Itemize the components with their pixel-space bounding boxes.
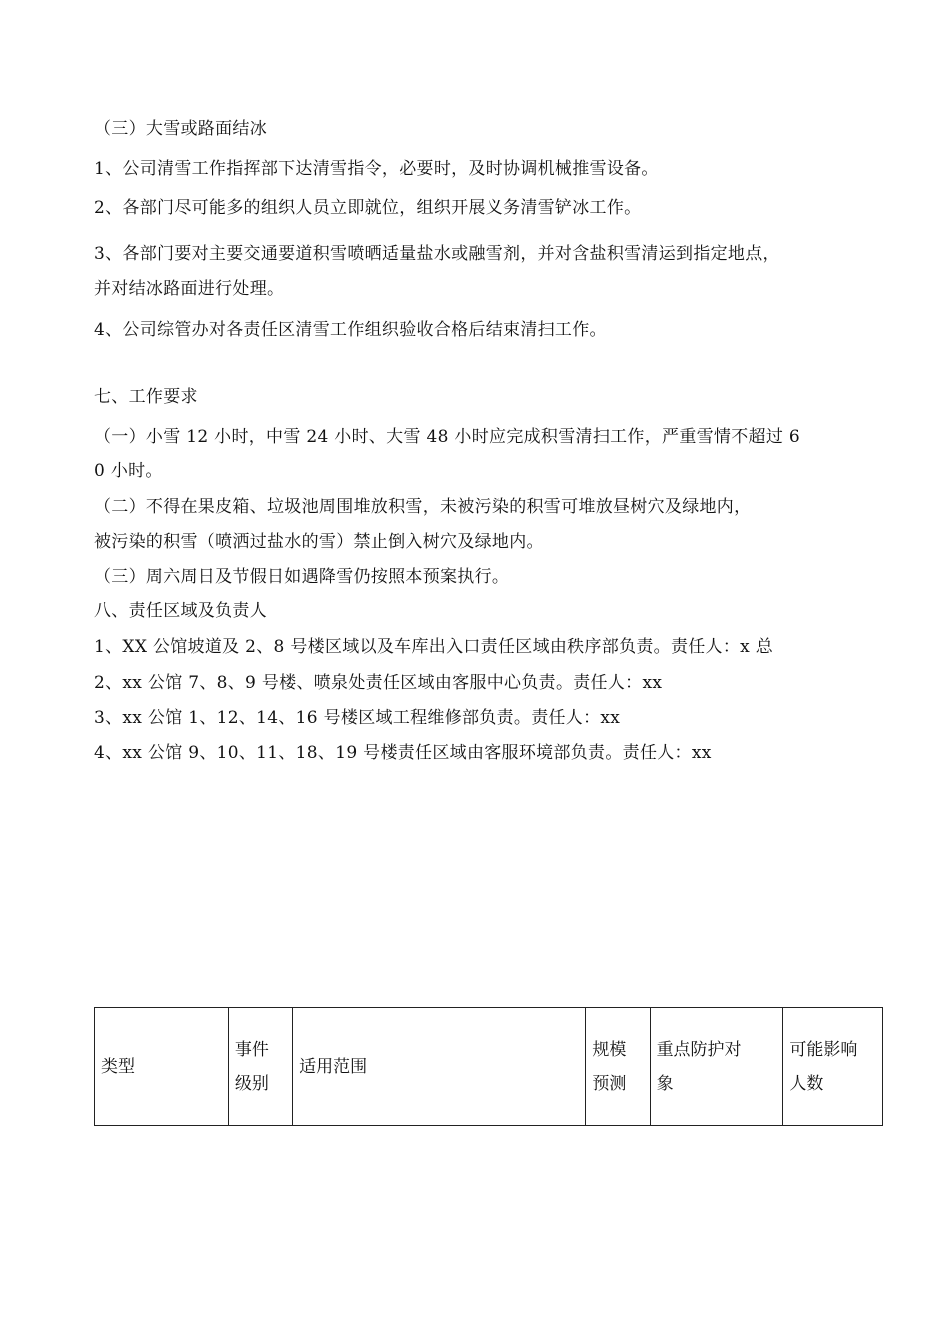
requirement-2-line-1: （二）不得在果皮箱、垃圾池周围堆放积雪，未被污染的积雪可堆放昼树穴及绿地内， [94,497,752,517]
header-event-level: 事件 级别 [228,1008,292,1126]
responsibility-item-4: 4、xx 公馆 9、10、11、18、19 号楼责任区域由客服环境部负责。责任人：xx [94,743,712,763]
requirement-2-line-2: 被污染的积雪（喷洒过盐水的雪）禁止倒入树穴及绿地内。 [94,532,544,552]
snow-step-1: 1、公司清雪工作指挥部下达清雪指令，必要时，及时协调机械推雪设备。 [94,159,659,179]
header-scope: 适用范围 [293,1008,586,1126]
header-scale-forecast: 规模 预测 [586,1008,650,1126]
table-header-row [95,1008,883,1126]
snow-step-4: 4、公司综管办对各责任区清雪工作组织验收合格后结束清扫工作。 [94,320,607,340]
header-affected-people: 可能影响 人数 [783,1008,883,1126]
snow-step-3-line-2: 并对结冰路面进行处理。 [94,279,285,299]
requirement-3: （三）周六周日及节假日如遇降雪仍按照本预案执行。 [94,567,510,587]
header-key-protection: 重点防护对 象 [650,1008,783,1126]
header-type: 类型 [95,1008,229,1126]
section-heading-snow-ice: （三）大雪或路面结冰 [94,119,267,139]
requirement-1-line-1: （一）小雪 12 小时，中雪 24 小时、大雪 48 小时应完成积雪清扫工作，严重雪情不超过 6 [94,427,800,447]
section-heading-work-requirements: 七、工作要求 [94,387,198,407]
event-table [94,1007,883,1126]
snow-step-3-line-1: 3、各部门要对主要交通要道积雪喷晒适量盐水或融雪剂，并对含盐积雪清运到指定地点， [94,244,780,264]
responsibility-item-1: 1、XX 公馆坡道及 2、8 号楼区域以及车库出入口责任区域由秩序部负责。责任人：x 总 [94,637,774,657]
requirement-1-line-2: 0 小时。 [94,461,163,481]
section-heading-responsibility: 八、责任区域及负责人 [94,601,267,621]
snow-step-2: 2、各部门尽可能多的组织人员立即就位，组织开展义务清雪铲冰工作。 [94,198,642,218]
responsibility-item-2: 2、xx 公馆 7、8、9 号楼、喷泉处责任区域由客服中心负责。责任人：xx [94,673,663,693]
responsibility-item-3: 3、xx 公馆 1、12、14、16 号楼区域工程维修部负责。责任人：xx [94,708,621,728]
